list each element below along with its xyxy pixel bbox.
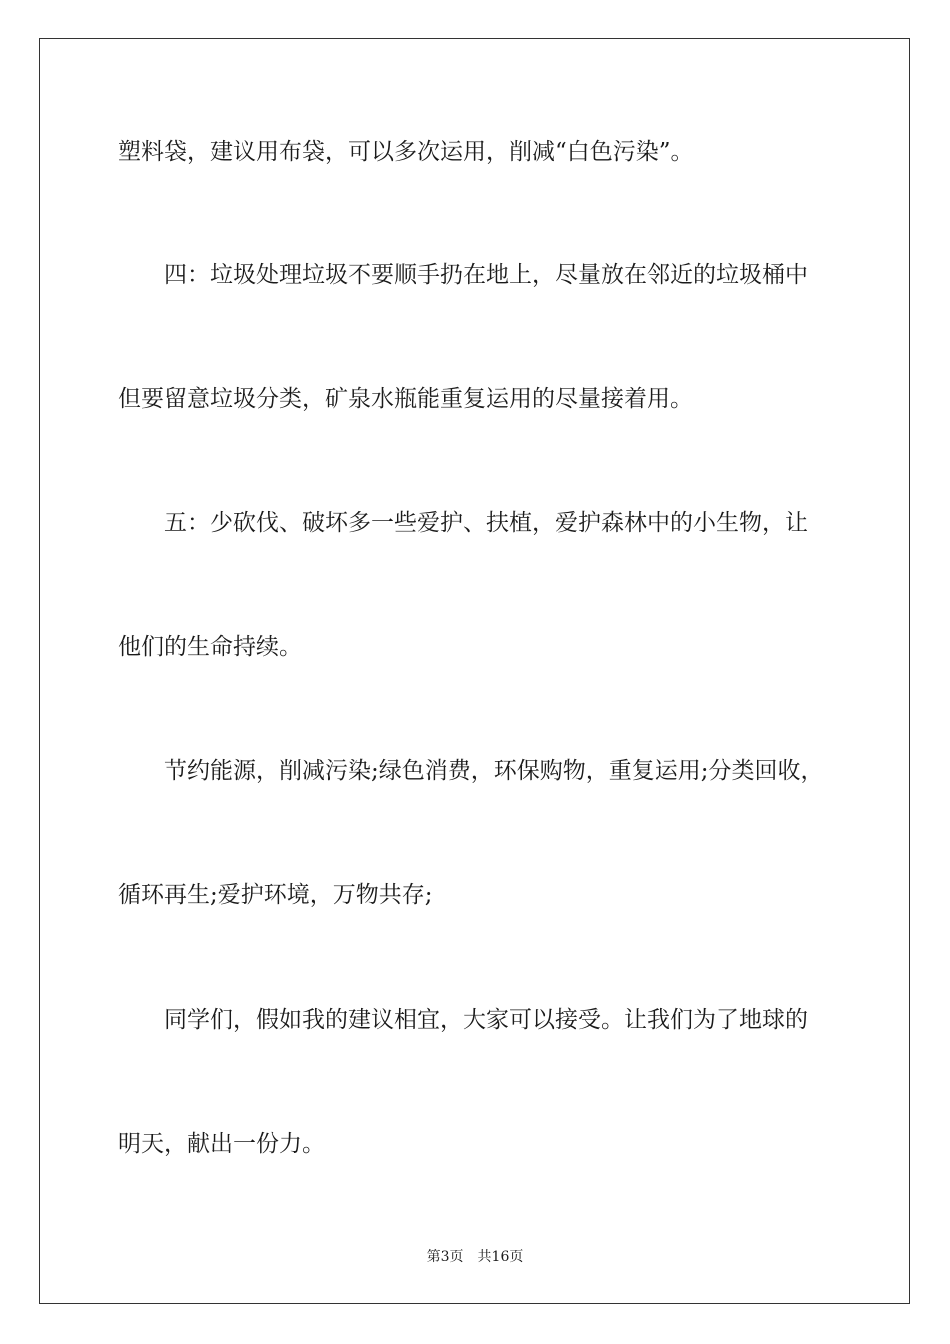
text-line: 塑料袋，建议用布袋，可以多次运用，削减“白色污染”。 [118, 139, 694, 165]
text-line: 他们的生命持续。 [118, 634, 302, 660]
paragraph-start-line: 节约能源，削减污染;绿色消费，环保购物，重复运用;分类回收， [164, 758, 824, 784]
text-line: 明天，献出一份力。 [118, 1131, 325, 1157]
paragraph-start-line: 四：垃圾处理垃圾不要顺手扔在地上，尽量放在邻近的垃圾桶中 [164, 262, 808, 288]
text-line: 循环再生;爱护环境，万物共存; [118, 882, 433, 908]
text-line: 但要留意垃圾分类，矿泉水瓶能重复运用的尽量接着用。 [118, 386, 693, 412]
page-border [39, 38, 910, 1304]
paragraph-start-line: 五：少砍伐、破坏多一些爱护、扶植，爱护森林中的小生物，让 [164, 510, 808, 536]
paragraph-start-line: 同学们，假如我的建议相宜，大家可以接受。让我们为了地球的 [164, 1007, 808, 1033]
page-number-footer: 第3页 共16页 [426, 1249, 524, 1265]
